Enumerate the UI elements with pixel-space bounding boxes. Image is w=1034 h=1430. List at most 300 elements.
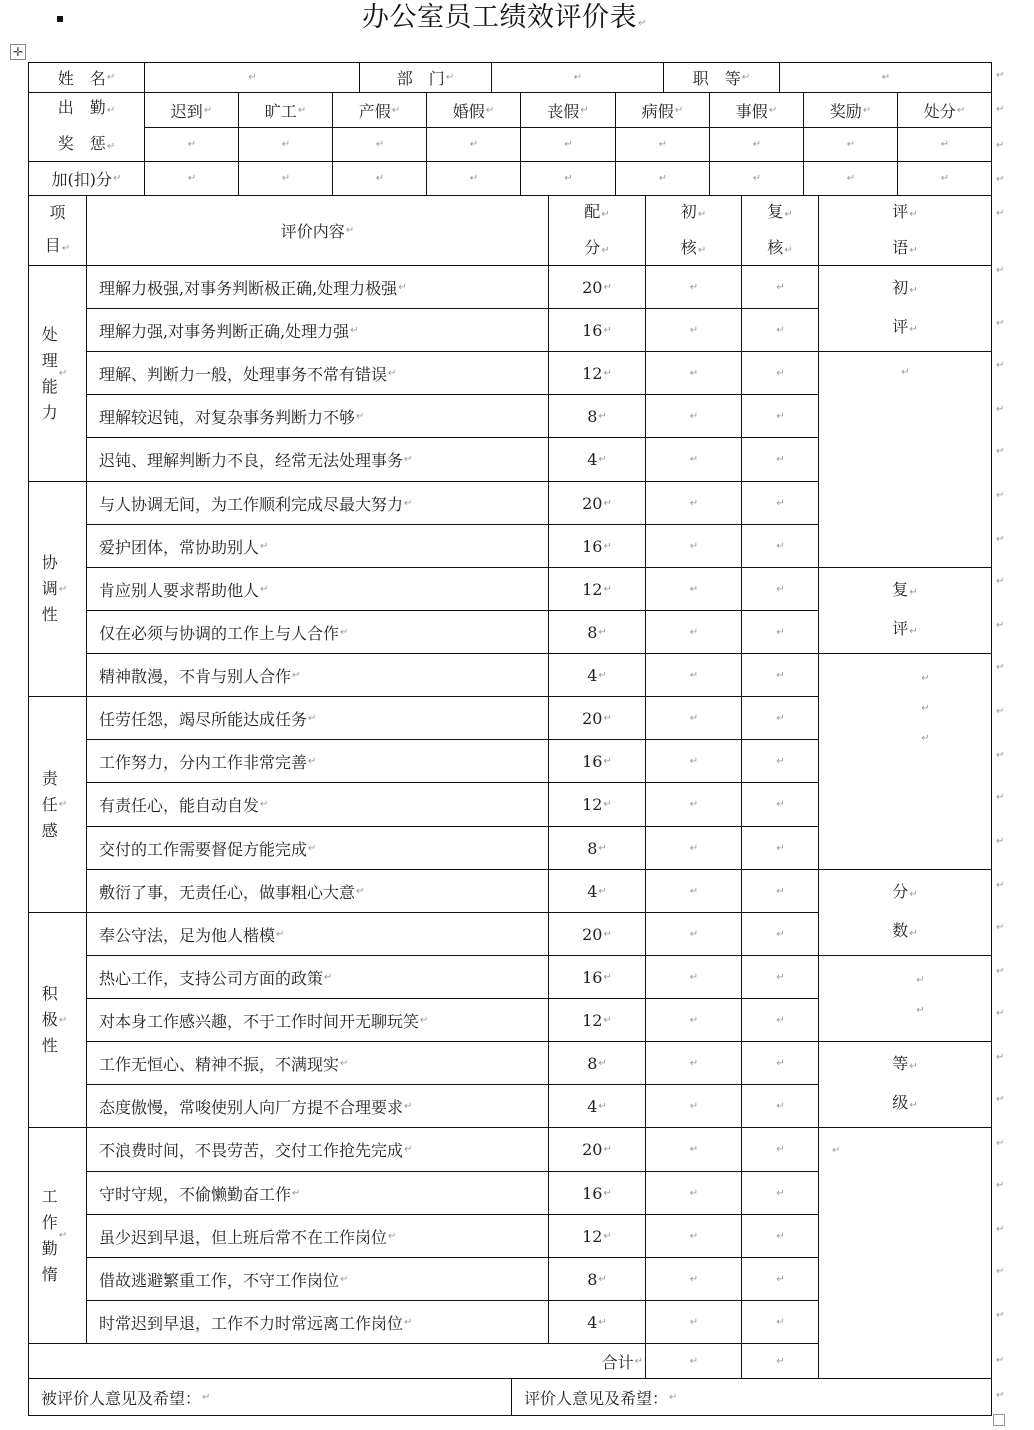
points-value-cell[interactable] xyxy=(709,161,804,196)
criterion-text: 热心工作，支持公司方面的政策 xyxy=(99,968,324,988)
paragraph-mark-icon: ↵ xyxy=(603,712,612,724)
end-of-row-mark-icon: ↵ xyxy=(996,490,1005,501)
paragraph-mark-icon: ↵ xyxy=(776,281,785,293)
paragraph-mark-icon: ↵ xyxy=(404,1100,413,1112)
rank-label-cell xyxy=(663,62,780,93)
second-review-score-cell[interactable] xyxy=(741,1300,819,1344)
criterion-score-cell xyxy=(548,1041,646,1085)
evaluator-opinion-field[interactable] xyxy=(511,1378,992,1416)
second-review-score-cell[interactable] xyxy=(741,826,819,870)
paragraph-mark-icon: ↵ xyxy=(689,669,699,681)
paragraph-mark-icon: ↵ xyxy=(909,888,918,900)
paragraph-mark-icon: ↵ xyxy=(916,1005,925,1016)
second-review-score-cell[interactable] xyxy=(741,1214,819,1258)
second-review-score-cell[interactable] xyxy=(741,782,819,827)
first-review-score-cell[interactable] xyxy=(645,1300,742,1344)
attendance-value-cell[interactable] xyxy=(426,127,521,162)
final-score-field-cell[interactable] xyxy=(818,955,992,1042)
end-of-row-mark-icon: ↵ xyxy=(996,750,1005,761)
paragraph-mark-icon: ↵ xyxy=(776,1144,785,1155)
paragraph-mark-icon: ↵ xyxy=(776,540,785,552)
criterion-score-cell xyxy=(548,826,646,870)
second-review-score-cell[interactable] xyxy=(741,955,819,999)
attendance-value-cell[interactable] xyxy=(144,127,239,162)
paragraph-mark-icon: ↵ xyxy=(776,324,785,336)
paragraph-mark-icon: ↵ xyxy=(324,971,333,983)
table-resize-handle[interactable] xyxy=(993,1414,1005,1426)
paragraph-mark-icon: ↵ xyxy=(689,540,699,552)
attendance-column-header: 处分 xyxy=(923,101,956,121)
first-review-comment-field-cell[interactable] xyxy=(818,351,992,568)
attendance-value-cell[interactable] xyxy=(897,127,992,162)
criterion-cell xyxy=(86,955,549,999)
criterion-score: 20 xyxy=(582,1140,603,1159)
category-name-char: 理 xyxy=(41,350,58,370)
criterion-text: 工作无恒心、精神不振，不满现实 xyxy=(99,1054,340,1074)
second-review-score-cell[interactable] xyxy=(741,265,819,309)
second-review-score-cell[interactable] xyxy=(741,524,819,568)
grade-label-line1: 等 xyxy=(892,1053,909,1073)
criterion-cell xyxy=(86,696,549,740)
paragraph-mark-icon: ↵ xyxy=(603,497,612,509)
criterion-score: 12 xyxy=(582,1226,603,1246)
paragraph-mark-icon: ↵ xyxy=(603,324,612,336)
second-review-score-cell[interactable] xyxy=(741,394,819,438)
first-review-score-cell[interactable] xyxy=(645,955,742,999)
paragraph-mark-icon: ↵ xyxy=(598,1100,607,1112)
grade-label-cell xyxy=(818,1041,992,1128)
paragraph-mark-icon: ↵ xyxy=(689,1144,699,1155)
paragraph-mark-icon: ↵ xyxy=(776,799,785,810)
second-review-score-cell[interactable] xyxy=(741,1127,819,1172)
paragraph-mark-icon: ↵ xyxy=(260,799,269,810)
attendance-column-header: 旷工 xyxy=(264,101,297,121)
points-value-cell[interactable] xyxy=(803,161,898,196)
attendance-value-cell[interactable] xyxy=(332,127,427,162)
paragraph-mark-icon: ↵ xyxy=(58,583,68,595)
category-name-char: 性 xyxy=(41,1036,58,1055)
criterion-score-cell xyxy=(548,567,646,611)
paragraph-mark-icon: ↵ xyxy=(297,104,307,116)
criterion-cell xyxy=(86,265,549,309)
criterion-text: 不浪费时间，不畏劳苦，交付工作抢先完成 xyxy=(99,1141,404,1160)
paragraph-mark-icon: ↵ xyxy=(281,139,291,150)
second-review-score-cell[interactable] xyxy=(741,998,819,1042)
attendance-value-cell[interactable] xyxy=(709,127,804,162)
first-review-score-cell[interactable] xyxy=(645,1084,742,1128)
criterion-score-cell xyxy=(548,1300,646,1344)
first-review-score-cell[interactable] xyxy=(645,869,742,913)
paragraph-mark-icon: ↵ xyxy=(776,454,785,465)
attendance-value-cell[interactable] xyxy=(238,127,333,162)
first-review-score-cell[interactable] xyxy=(645,481,742,525)
rank-label: 职 等 xyxy=(692,69,741,88)
first-review-total-cell[interactable] xyxy=(645,1343,742,1379)
criterion-text: 时常迟到早退，工作不力时常远离工作岗位 xyxy=(99,1313,404,1333)
total-label-cell xyxy=(28,1343,646,1379)
paragraph-mark-icon: ↵ xyxy=(776,1187,785,1199)
comment-header-line1: 评 xyxy=(892,201,909,221)
criterion-text: 敷衍了事，无责任心，做事粗心大意 xyxy=(99,882,356,902)
criterion-text: 虽少迟到早退，但上班后常不在工作岗位 xyxy=(99,1227,388,1247)
first-review-score-cell[interactable] xyxy=(645,1214,742,1258)
paragraph-mark-icon: ↵ xyxy=(689,1057,699,1069)
criterion-score-cell xyxy=(548,1127,646,1172)
category-name-cell xyxy=(28,1127,87,1344)
item-header-line1: 项 xyxy=(49,203,66,222)
evaluator-opinion-label: 评价人意见及希望： xyxy=(524,1388,669,1408)
paragraph-mark-icon: ↵ xyxy=(603,583,612,595)
criterion-score: 4 xyxy=(587,665,598,685)
table-move-handle-icon[interactable]: ✛ xyxy=(10,44,26,60)
second-review-score-cell[interactable] xyxy=(741,1041,819,1085)
paragraph-mark-icon: ↵ xyxy=(603,540,612,552)
first-review-score-cell[interactable] xyxy=(645,826,742,870)
paragraph-mark-icon: ↵ xyxy=(776,669,785,681)
second-review-score-cell[interactable] xyxy=(741,481,819,525)
paragraph-mark-icon: ↵ xyxy=(784,244,793,256)
criterion-cell xyxy=(86,869,549,913)
criterion-cell xyxy=(86,308,549,352)
points-value-cell[interactable] xyxy=(615,161,710,196)
attendance-column-header-cell xyxy=(332,92,427,128)
end-of-row-mark-icon: ↵ xyxy=(996,174,1005,185)
attendance-column-header-cell xyxy=(520,92,616,128)
second-review-score-cell[interactable] xyxy=(741,1084,819,1128)
category-name-char: 处 xyxy=(41,324,58,344)
paragraph-mark-icon: ↵ xyxy=(58,1230,68,1241)
points-value-cell[interactable] xyxy=(332,161,427,196)
paragraph-mark-icon: ↵ xyxy=(356,410,365,422)
criterion-score-cell xyxy=(548,912,646,956)
points-value-cell[interactable] xyxy=(238,161,333,196)
second-review-score-cell[interactable] xyxy=(741,653,819,697)
paragraph-mark-icon: ↵ xyxy=(909,1099,918,1111)
paragraph-mark-icon: ↵ xyxy=(580,104,589,116)
first-review-header-line1: 初 xyxy=(680,201,697,221)
first-review-score-cell[interactable] xyxy=(645,567,742,611)
paragraph-mark-icon: ↵ xyxy=(909,625,918,637)
second-review-score-cell[interactable] xyxy=(741,351,819,395)
first-review-header-cell xyxy=(645,195,742,266)
criterion-score: 4 xyxy=(587,1096,598,1116)
end-of-row-mark-icon: ↵ xyxy=(996,1052,1005,1063)
paragraph-mark-icon: ↵ xyxy=(469,173,479,184)
paragraph-mark-icon: ↵ xyxy=(921,673,930,684)
paragraph-mark-icon: ↵ xyxy=(921,733,930,744)
first-review-comment-label-line1: 初 xyxy=(892,277,909,297)
criterion-score: 4 xyxy=(587,1312,598,1332)
second-review-score-cell[interactable] xyxy=(741,437,819,482)
second-review-score-cell[interactable] xyxy=(741,308,819,352)
paragraph-mark-icon: ↵ xyxy=(940,139,950,150)
paragraph-mark-icon: ↵ xyxy=(776,1273,785,1285)
category-name-char: 任 xyxy=(41,794,58,814)
second-review-score-cell[interactable] xyxy=(741,869,819,913)
second-review-comment-field-cell[interactable] xyxy=(818,653,992,870)
criterion-text: 守时守规，不偷懒勤奋工作 xyxy=(99,1184,292,1204)
second-review-score-cell[interactable] xyxy=(741,1171,819,1215)
first-review-score-cell[interactable] xyxy=(645,524,742,568)
second-review-score-cell[interactable] xyxy=(741,610,819,654)
end-of-row-mark-icon: ↵ xyxy=(996,922,1005,933)
content-header: 评价内容 xyxy=(280,222,345,241)
attendance-column-header-cell xyxy=(615,92,710,128)
criterion-text: 有责任心，能自动自发 xyxy=(99,796,260,815)
criterion-score-cell xyxy=(548,955,646,999)
end-of-row-mark-icon: ↵ xyxy=(996,662,1005,673)
criterion-cell xyxy=(86,1127,549,1172)
first-review-score-cell[interactable] xyxy=(645,610,742,654)
paragraph-mark-icon: ↵ xyxy=(603,1230,612,1242)
first-review-score-cell[interactable] xyxy=(645,351,742,395)
paragraph-mark-icon: ↵ xyxy=(388,367,397,379)
paragraph-mark-icon: ↵ xyxy=(598,842,607,854)
paragraph-mark-icon: ↵ xyxy=(741,72,751,83)
criterion-cell xyxy=(86,739,549,783)
points-label-cell xyxy=(28,161,145,196)
category-name-cell xyxy=(28,265,87,482)
paragraph-mark-icon: ↵ xyxy=(404,497,413,509)
paragraph-mark-icon: ↵ xyxy=(881,72,891,83)
paragraph-mark-icon: ↵ xyxy=(603,928,612,940)
second-review-total-cell[interactable] xyxy=(741,1343,819,1379)
paragraph-mark-icon: ↵ xyxy=(776,1230,785,1242)
end-of-row-mark-icon: ↵ xyxy=(996,208,1005,219)
paragraph-mark-icon: ↵ xyxy=(909,323,918,335)
second-review-score-cell[interactable] xyxy=(741,739,819,783)
first-review-score-cell[interactable] xyxy=(645,265,742,309)
paragraph-mark-icon: ↵ xyxy=(340,1273,349,1285)
first-review-score-cell[interactable] xyxy=(645,653,742,697)
evaluatee-opinion-field[interactable] xyxy=(28,1378,512,1416)
attendance-column-header: 丧假 xyxy=(547,101,580,121)
criterion-text: 理解力强,对事务判断正确,处理力强 xyxy=(99,321,350,341)
criterion-cell xyxy=(86,1214,549,1258)
attendance-value-cell[interactable] xyxy=(803,127,898,162)
first-review-comment-label-line2: 评 xyxy=(892,316,909,336)
paragraph-mark-icon: ↵ xyxy=(689,1355,699,1367)
first-review-score-cell[interactable] xyxy=(645,998,742,1042)
criterion-cell xyxy=(86,481,549,525)
paragraph-mark-icon: ↵ xyxy=(113,173,122,184)
paragraph-mark-icon: ↵ xyxy=(776,712,785,724)
paragraph-mark-icon: ↵ xyxy=(375,173,385,184)
grade-field-cell[interactable] xyxy=(818,1127,992,1379)
end-of-row-mark-icon: ↵ xyxy=(996,880,1005,891)
attendance-column-header-cell xyxy=(709,92,804,128)
category-name-char: 调 xyxy=(41,579,58,598)
criterion-score-cell xyxy=(548,524,646,568)
paragraph-mark-icon: ↵ xyxy=(564,139,573,150)
criterion-score-cell xyxy=(548,481,646,525)
paragraph-mark-icon: ↵ xyxy=(202,1391,211,1403)
criterion-text: 理解较迟钝，对复杂事务判断力不够 xyxy=(99,407,356,427)
attendance-column-header: 迟到 xyxy=(170,101,203,121)
points-value-cell[interactable] xyxy=(426,161,521,196)
criterion-score-cell xyxy=(548,1214,646,1258)
attendance-column-header: 奖励 xyxy=(829,101,862,121)
paragraph-mark-icon: ↵ xyxy=(601,208,610,220)
name-label: 姓 名 xyxy=(57,69,106,88)
second-review-score-cell[interactable] xyxy=(741,696,819,740)
paragraph-mark-icon: ↵ xyxy=(689,1187,699,1199)
paragraph-mark-icon: ↵ xyxy=(308,842,317,854)
rank-field-cell[interactable] xyxy=(779,62,992,93)
total-label: 合计 xyxy=(601,1352,634,1372)
criterion-cell xyxy=(86,912,549,956)
points-value-cell[interactable] xyxy=(144,161,239,196)
first-review-score-cell[interactable] xyxy=(645,1127,742,1172)
criterion-cell xyxy=(86,826,549,870)
paragraph-mark-icon: ↵ xyxy=(398,281,407,293)
criterion-cell xyxy=(86,610,549,654)
paragraph-mark-icon: ↵ xyxy=(776,1057,785,1069)
paragraph-mark-icon: ↵ xyxy=(752,139,762,150)
category-name-cell xyxy=(28,696,87,913)
criterion-score: 4 xyxy=(587,881,598,901)
paragraph-mark-icon: ↵ xyxy=(598,454,607,465)
paragraph-mark-icon: ↵ xyxy=(573,72,583,83)
first-review-score-cell[interactable] xyxy=(645,394,742,438)
category-name-char: 责 xyxy=(41,768,58,788)
paragraph-mark-icon: ↵ xyxy=(276,928,285,940)
paragraph-mark-icon: ↵ xyxy=(658,139,668,150)
criterion-score: 16 xyxy=(582,1183,603,1203)
first-review-score-cell[interactable] xyxy=(645,1171,742,1215)
criterion-score: 16 xyxy=(582,751,603,771)
criterion-cell xyxy=(86,351,549,395)
first-review-score-cell[interactable] xyxy=(645,308,742,352)
criterion-score: 16 xyxy=(582,967,603,987)
department-label: 部 门 xyxy=(396,69,445,88)
paragraph-mark-icon: ↵ xyxy=(564,173,573,184)
criterion-text: 奉公守法，足为他人楷模 xyxy=(99,925,276,945)
first-review-score-cell[interactable] xyxy=(645,1257,742,1301)
paragraph-mark-icon: ↵ xyxy=(776,1100,785,1112)
paragraph-mark-icon: ↵ xyxy=(603,1014,612,1026)
criterion-text: 与人协调无间，为工作顺利完成尽最大努力 xyxy=(99,494,404,514)
criterion-cell xyxy=(86,1257,549,1301)
criterion-text: 精神散漫，不肯与别人合作 xyxy=(99,666,292,686)
paragraph-mark-icon: ↵ xyxy=(598,626,607,638)
criterion-score: 20 xyxy=(582,708,603,728)
first-review-score-cell[interactable] xyxy=(645,1041,742,1085)
paragraph-mark-icon: ↵ xyxy=(768,104,778,116)
end-of-row-mark-icon: ↵ xyxy=(996,446,1005,457)
end-of-row-mark-icon: ↵ xyxy=(996,534,1005,545)
attendance-value-cell[interactable] xyxy=(520,127,616,162)
criterion-cell xyxy=(86,653,549,697)
category-name-cell xyxy=(28,912,87,1128)
criterion-text: 对本身工作感兴趣，不于工作时间开无聊玩笑 xyxy=(99,1011,420,1031)
criterion-score: 20 xyxy=(582,493,603,513)
paragraph-mark-icon: ↵ xyxy=(598,1316,607,1328)
paragraph-mark-icon: ↵ xyxy=(281,173,291,184)
criterion-score-cell xyxy=(548,869,646,913)
paragraph-mark-icon: ↵ xyxy=(603,799,612,810)
name-field-cell[interactable] xyxy=(144,62,360,93)
criterion-score: 8 xyxy=(587,406,598,426)
criterion-text: 肯应别人要求帮助他人 xyxy=(99,580,260,600)
final-score-label-cell xyxy=(818,869,992,956)
score-header-cell xyxy=(548,195,646,266)
paragraph-mark-icon: ↵ xyxy=(603,1187,612,1199)
paragraph-mark-icon: ↵ xyxy=(909,284,918,296)
points-value-cell[interactable] xyxy=(520,161,616,196)
paragraph-mark-icon: ↵ xyxy=(658,173,668,184)
paragraph-mark-icon: ↵ xyxy=(776,755,785,767)
score-header-line1: 配 xyxy=(584,201,601,221)
paragraph-mark-icon: ↵ xyxy=(689,1230,699,1242)
paragraph-mark-icon: ↵ xyxy=(58,1014,68,1026)
paragraph-mark-icon: ↵ xyxy=(469,139,479,150)
criterion-score-cell xyxy=(548,265,646,309)
paragraph-mark-icon: ↵ xyxy=(689,367,699,379)
second-review-score-cell[interactable] xyxy=(741,567,819,611)
criterion-score-cell xyxy=(548,653,646,697)
paragraph-mark-icon: ↵ xyxy=(921,703,930,714)
category-name-char: 极 xyxy=(41,1010,58,1029)
second-review-score-cell[interactable] xyxy=(741,912,819,956)
end-of-row-mark-icon: ↵ xyxy=(996,620,1005,631)
criterion-cell xyxy=(86,1084,549,1128)
category-name-char: 性 xyxy=(41,605,58,624)
second-review-score-cell[interactable] xyxy=(741,1257,819,1301)
paragraph-mark-icon: ↵ xyxy=(404,1144,413,1155)
criterion-text: 态度傲慢，常唆使别人向厂方提不合理要求 xyxy=(99,1097,404,1117)
paragraph-mark-icon: ↵ xyxy=(689,626,699,638)
paragraph-mark-icon: ↵ xyxy=(106,72,116,83)
first-review-score-cell[interactable] xyxy=(645,696,742,740)
first-review-score-cell[interactable] xyxy=(645,912,742,956)
end-of-row-mark-icon: ↵ xyxy=(996,1008,1005,1019)
first-review-score-cell[interactable] xyxy=(645,739,742,783)
criterion-score-cell xyxy=(548,437,646,482)
criterion-text: 迟钝、理解判断力不良，经常无法处理事务 xyxy=(99,451,404,470)
category-name-cell xyxy=(28,481,87,697)
attendance-column-header-cell xyxy=(144,92,239,128)
paragraph-mark-icon: ↵ xyxy=(776,1355,785,1367)
paragraph-mark-icon: ↵ xyxy=(308,712,317,724)
first-review-score-cell[interactable] xyxy=(645,437,742,482)
paragraph-mark-icon: ↵ xyxy=(340,1057,349,1069)
paragraph-mark-icon: ↵ xyxy=(909,1060,918,1072)
attendance-value-cell[interactable] xyxy=(615,127,710,162)
department-field-cell[interactable] xyxy=(491,62,664,93)
paragraph-mark-icon: ↵ xyxy=(598,1057,607,1069)
paragraph-mark-icon: ↵ xyxy=(404,454,413,465)
paragraph-mark-icon: ↵ xyxy=(689,971,699,983)
paragraph-mark-icon: ↵ xyxy=(697,208,707,220)
end-of-row-mark-icon: ↵ xyxy=(996,360,1005,371)
paragraph-mark-icon: ↵ xyxy=(846,173,856,184)
criterion-score-cell xyxy=(548,308,646,352)
end-of-row-mark-icon: ↵ xyxy=(996,576,1005,587)
paragraph-mark-icon: ↵ xyxy=(776,410,785,422)
first-review-score-cell[interactable] xyxy=(645,782,742,827)
attendance-column-header: 婚假 xyxy=(452,101,485,121)
document-title-bar xyxy=(0,0,1034,40)
end-of-row-mark-icon: ↵ xyxy=(996,1266,1005,1277)
points-value-cell[interactable] xyxy=(897,161,992,196)
criterion-score-cell xyxy=(548,998,646,1042)
paragraph-mark-icon: ↵ xyxy=(391,104,401,116)
paragraph-mark-icon: ↵ xyxy=(689,1100,699,1112)
criterion-score-cell xyxy=(548,1084,646,1128)
criterion-score-cell xyxy=(548,739,646,783)
criterion-cell xyxy=(86,998,549,1042)
